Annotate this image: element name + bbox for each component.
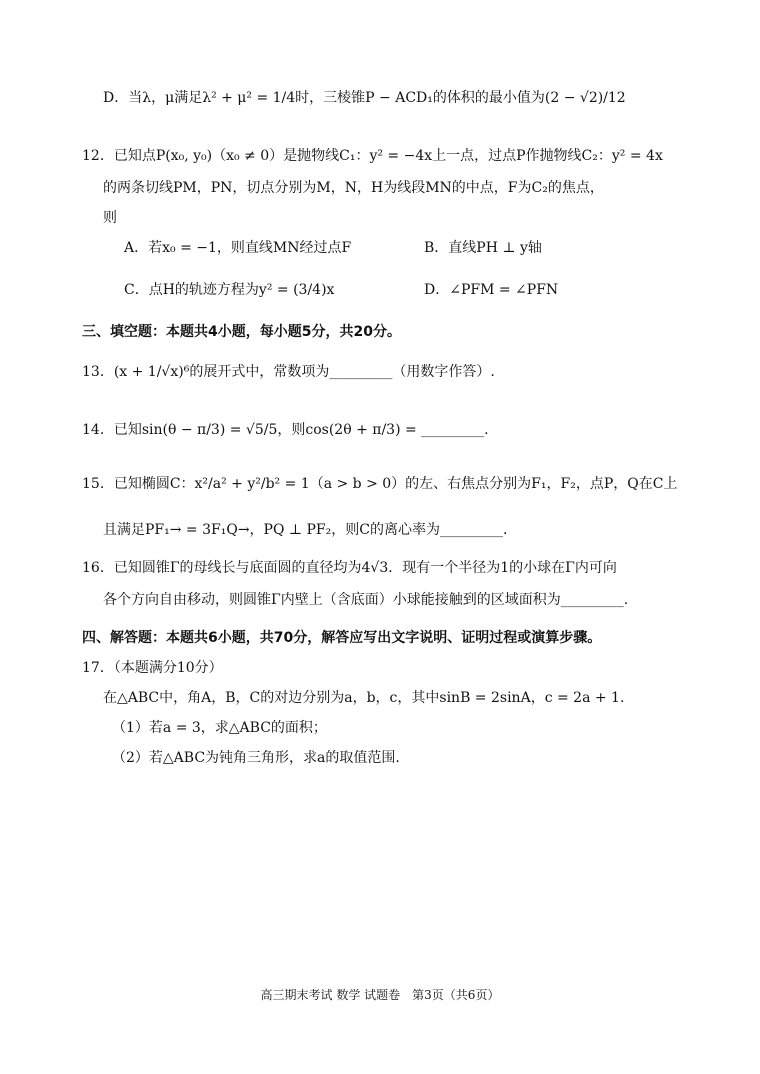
option-12c: C．点H的轨迹方程为y² = (3/4)x: [124, 282, 335, 298]
question-12-stem-cont: 的两条切线PM，PN，切点分别为M，N，H为线段MN的中点，F为C₂的焦点，: [103, 180, 604, 196]
question-15: 15．已知椭圆C：x²/a² + y²/b² = 1（a > b > 0）的左、右焦点分别为F₁，F₂，点P，Q在C上: [82, 476, 678, 492]
section-heading-fill-in: 三、填空题：本题共4小题，每小题5分，共20分。: [82, 324, 401, 340]
question-14: 14．已知sin(θ − π/3) = √5/5，则cos(2θ + π/3) = _________.: [82, 422, 489, 438]
question-13: 13．(x + 1/√x)⁶的展开式中，常数项为_________（用数字作答）.: [82, 364, 495, 380]
option-11d: D．当λ，μ满足λ² + μ² = 1/4时，三棱锥P − ACD₁的体积的最小值为(2 − √2)/12: [103, 90, 626, 106]
option-12d: D．∠PFM = ∠PFN: [424, 282, 559, 298]
question-15-cont: 且满足PF₁→ = 3F₁Q→，PQ ⊥ PF₂，则C的离心率为_________.: [103, 522, 508, 538]
question-17-header: 17．（本题满分10分）: [82, 660, 223, 676]
question-16-cont: 各个方向自由移动，则圆锥Γ内壁上（含底面）小球能接触到的区域面积为_________.: [103, 592, 629, 608]
page-footer: 高三期末考试 数学 试题卷 第3页（共6页）: [260, 988, 500, 1002]
question-12-stem-end: 则: [103, 210, 117, 226]
question-12-stem: 12．已知点P(x₀, y₀)（x₀ ≠ 0）是抛物线C₁：y² = −4x上一点，过点P作抛物线C₂：y² = 4x: [82, 148, 663, 164]
question-17-part-1: （1）若a = 3，求△ABC的面积；: [112, 720, 327, 736]
question-17-part-2: （2）若△ABC为钝角三角形，求a的取值范围.: [112, 750, 400, 766]
question-16: 16．已知圆锥Γ的母线长与底面圆的直径均为4√3．现有一个半径为1的小球在Γ内可向: [82, 560, 617, 576]
option-12b: B．直线PH ⊥ y轴: [424, 240, 542, 256]
section-heading-answers: 四、解答题：本题共6小题，共70分，解答应写出文字说明、证明过程或演算步骤。: [82, 630, 602, 646]
question-17-stem: 在△ABC中，角A，B，C的对边分别为a，b，c，其中sinB = 2sinA，c = 2a + 1.: [103, 690, 625, 706]
option-12a: A．若x₀ = −1，则直线MN经过点F: [124, 240, 352, 256]
